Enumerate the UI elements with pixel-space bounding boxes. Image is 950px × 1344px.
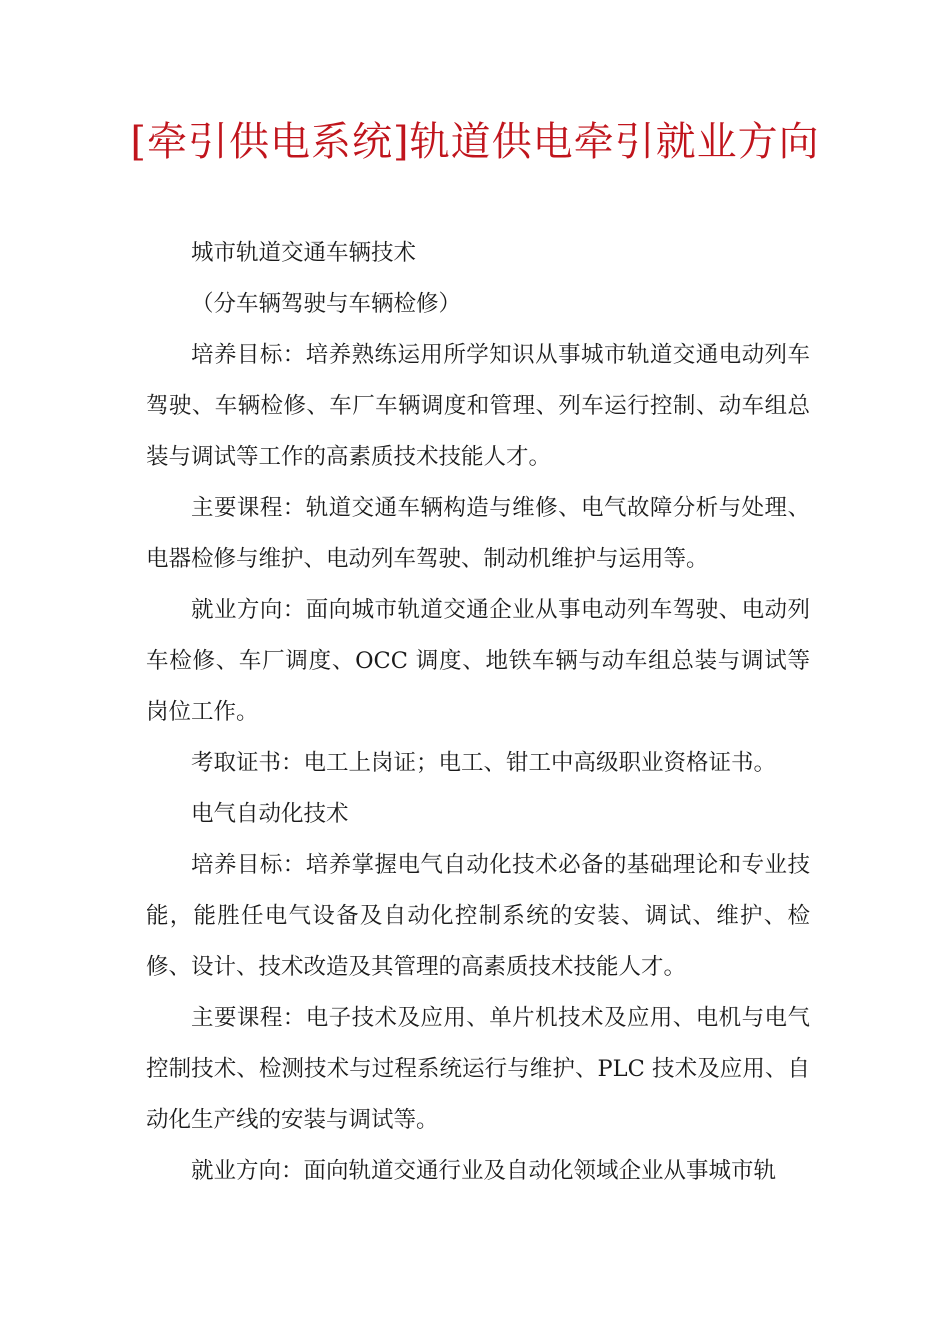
paragraph-certificates-rail: 考取证书：电工上岗证；电工、钳工中高级职业资格证书。 [191, 750, 777, 776]
paragraph-training-goal-rail: 培养目标：培养熟练运用所学知识从事城市轨道交通电动列车驾驶、车辆检修、车厂车辆调度和管理、列车运行控制、动车组总装与调试等工作的高素质技术技能人才。 [146, 342, 810, 470]
paragraph-training-goal-automation: 培养目标：培养掌握电气自动化技术必备的基础理论和专业技能，能胜任电气设备及自动化控制系统的安装、调试、维护、检修、设计、技术改造及其管理的高素质技术技能人才。 [146, 852, 810, 980]
section-subheading-rail-vehicle: （分车辆驾驶与车辆检修） [191, 291, 462, 317]
paragraph-employment-automation: 就业方向：面向轨道交通行业及自动化领域企业从事城市轨 [191, 1158, 777, 1184]
paragraph-main-courses-rail: 主要课程：轨道交通车辆构造与维修、电气故障分析与处理、电器检修与维护、电动列车驾驶、制动机维护与运用等。 [146, 495, 810, 572]
section-heading-electrical-automation: 电气自动化技术 [191, 801, 349, 827]
document-title: [牵引供电系统]轨道供电牵引就业方向 [130, 119, 820, 165]
paragraph-employment-rail: 就业方向：面向城市轨道交通企业从事电动列车驾驶、电动列车检修、车厂调度、OCC 调度、地铁车辆与动车组总装与调试等岗位工作。 [146, 597, 810, 725]
section-heading-rail-vehicle: 城市轨道交通车辆技术 [191, 240, 417, 266]
document-body [146, 228, 810, 1197]
paragraph-main-courses-automation: 主要课程：电子技术及应用、单片机技术及应用、电机与电气控制技术、检测技术与过程系统运行与维护、PLC 技术及应用、自动化生产线的安装与调试等。 [146, 1005, 810, 1133]
